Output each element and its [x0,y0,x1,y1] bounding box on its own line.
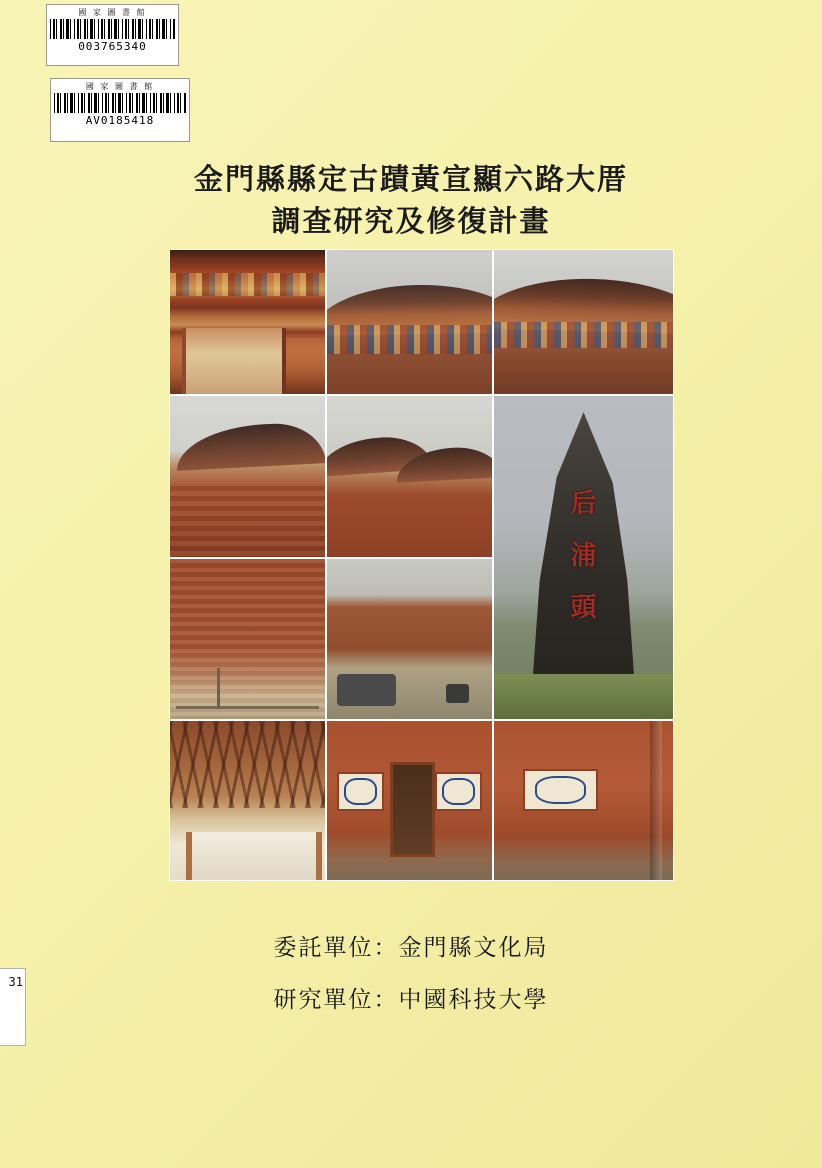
cover-photo-grid [169,249,674,881]
facade-door [390,762,436,857]
facade-panel-left [337,772,384,811]
photo-facade-doorway [326,720,493,881]
photo-facade-right [493,720,674,881]
photo-stone-monument [493,395,674,720]
monument-char-2: 浦 [570,540,597,571]
credits-block [0,922,822,1026]
facade-right-panel [523,769,599,811]
monument-char-3: 頭 [570,592,597,623]
library-name-top: 國 家 圖 書 館 [78,8,147,17]
edge-shelf-label-text: 31 [8,975,23,989]
title-line-1: 金門縣縣定古蹟黃宣顯六路大厝 [193,162,628,196]
barcode-bars-bottom [54,93,186,113]
barcode-number-bottom: AV0185418 [85,114,155,127]
photo-swallowtail-roof-right [493,249,674,395]
barcode-number-top: 003765340 [78,40,147,53]
page-title [0,158,822,242]
researcher-line: 研究單位：中國科技大學 [273,987,549,1013]
photo-two-gables [326,395,493,558]
photo-village-lane [326,558,493,720]
photo-painted-lintel [169,249,326,395]
library-barcode-sticker-top [46,4,179,66]
library-barcode-sticker-bottom [50,78,190,142]
facade-right-post [650,721,663,880]
photo-gable-corner [169,395,326,558]
monument-char-1: 后 [570,489,597,520]
photo-roof-truss-interior [169,720,326,881]
barcode-bars-top [50,19,175,39]
library-name-bottom: 國 家 圖 書 館 [85,82,155,91]
photo-brick-wall-scaffold [169,558,326,720]
monument-grass [494,674,673,719]
photo-swallowtail-roof-left [326,249,493,395]
title-line-2: 調查研究及修復計畫 [271,204,551,238]
commissioner-line: 委託單位：金門縣文化局 [273,935,549,961]
facade-panel-right [435,772,482,811]
